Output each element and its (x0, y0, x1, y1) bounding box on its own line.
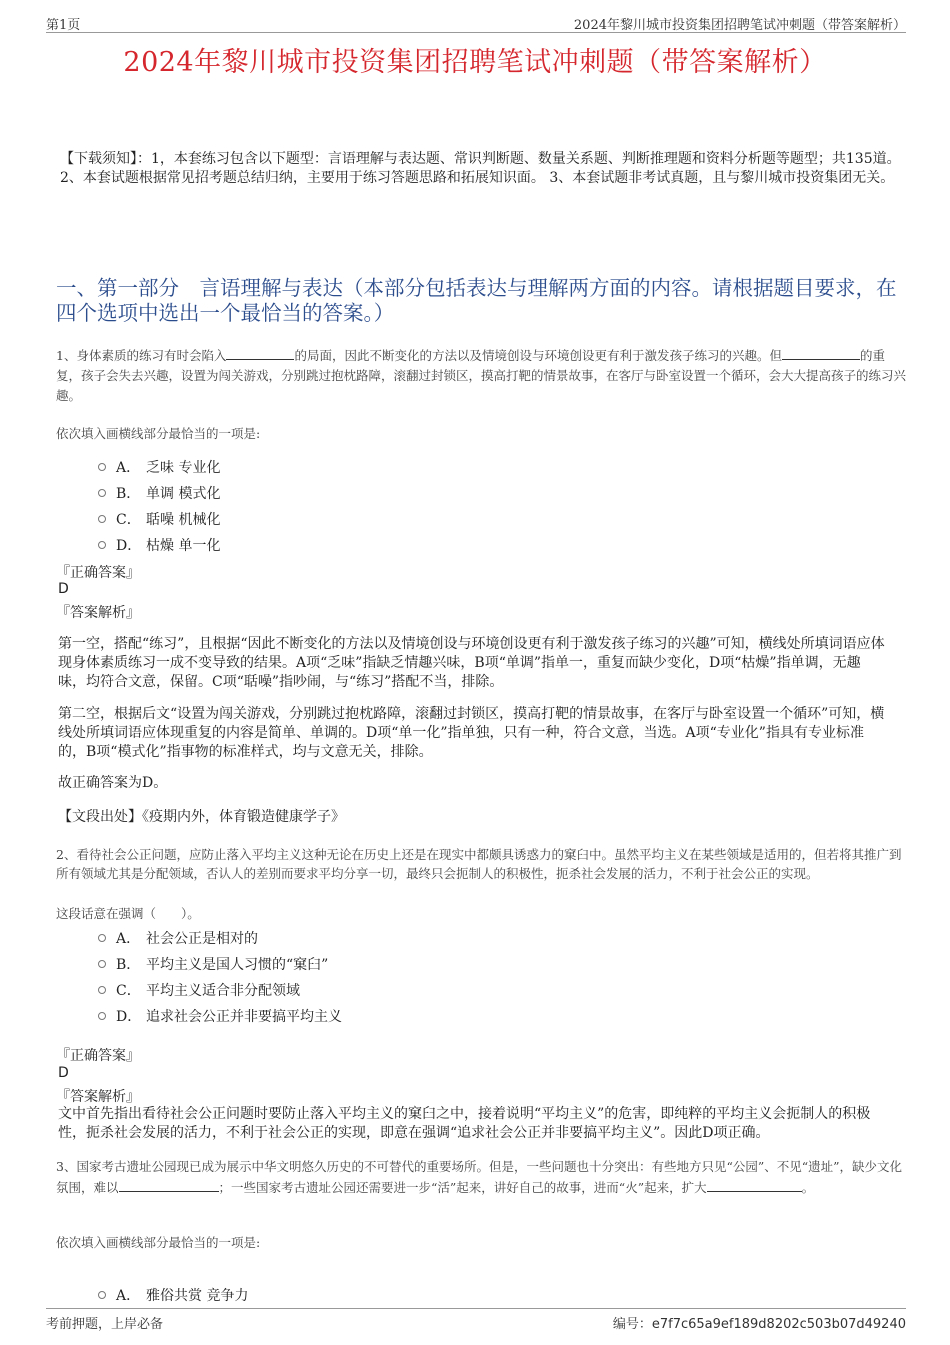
question-2-text: 2、看待社会公正问题，应防止落入平均主义这种无论在历史上还是在现实中都颇具诱惑力的窠臼中。虽然平均主义在某些领域是适用的，但若将其推广到所有领域尤其是分配领域，否认人的差别而要求平均分享一切，最终只会扼制人的积极性，扼杀社会发展的活力，不利于社会公正的实现。 (56, 847, 902, 881)
question-1-analysis-2: 第二空，根据后文“设置为闯关游戏，分别跳过抱枕路障，滚翻过封锁区，摸高打靶的情景故事，在客厅与卧室设置一个循环”可知，横线处所填词语应体现重复的内容是简单、单调的。D项“单一化”指单独，只有一种，符合文意，当选。A项“专业化”指具有专业标准的，B项“模式化”指事物的标准样式，均与文意无关，排除。 (58, 706, 885, 760)
footer-divider (46, 1308, 906, 1309)
fill-blank-1 (226, 345, 294, 360)
radio-icon[interactable] (98, 934, 106, 942)
question-1-text-part-a: 1、身体素质的练习有时会陷入 (56, 348, 227, 363)
radio-icon[interactable] (98, 463, 106, 471)
question-2-prompt: 这段话意在强调（ ）。 (56, 906, 200, 921)
fill-blank-2 (782, 345, 860, 360)
radio-icon[interactable] (98, 541, 106, 549)
page-number: 第1页 (46, 18, 81, 33)
question-1-prompt: 依次填入画横线部分最恰当的一项是: (56, 426, 261, 441)
question-3-option-a[interactable]: A． 雅俗共赏 竞争力 (98, 1285, 248, 1305)
question-2-analysis-label: 『答案解析』 (56, 1089, 140, 1105)
question-1-analysis-3: 故正确答案为D。 (58, 775, 168, 791)
radio-icon[interactable] (98, 515, 106, 523)
section-title: 一、第一部分 言语理解与表达（本部分包括表达与理解两方面的内容。请根据题目要求，在四个选项中选出一个最恰当的答案。） (56, 276, 897, 325)
question-1-option-b[interactable]: B． 单调 模式化 (98, 483, 220, 503)
radio-icon[interactable] (98, 1012, 106, 1020)
question-1-analysis-1: 第一空，搭配“练习”，且根据“因此不断变化的方法以及情境创设与环境创设更有利于激发孩子练习的兴趣”可知，横线处所填词语应体现身体素质练习一成不变导致的结果。A项“乏味”指缺乏情趣兴味，B项“单调”指单一，重复而缺少变化，D项“枯燥”指单调，无趣味，均符合文意，保留。C项“聒噪”指吵闹，与“练习”搭配不当，排除。 (58, 636, 885, 690)
header-doc-title: 2024年黎川城市投资集团招聘笔试冲刺题（带答案解析） (573, 18, 906, 33)
question-2-option-a[interactable]: A． 社会公正是相对的 (98, 928, 258, 948)
download-notice: 【下载须知】：1，本套练习包含以下题型：言语理解与表达题、常识判断题、数量关系题、判断推理题和资料分析题等题型；共135道。 2、本套试题根据常见招考题总结归纳，主要用于练习答题思路和拓展知识面。 3、本套试题非考试真题，且与黎川城市投资集团无关。 (60, 151, 901, 186)
radio-icon[interactable] (98, 986, 106, 994)
question-1-text (56, 345, 906, 406)
radio-icon[interactable] (98, 960, 106, 968)
question-3-text (56, 1157, 906, 1198)
fill-blank-1 (119, 1177, 219, 1192)
question-1-option-a[interactable]: A． 乏味 专业化 (98, 457, 220, 477)
question-2-answer: D (58, 1065, 69, 1081)
fill-blank-2 (707, 1177, 802, 1192)
question-3-prompt: 依次填入画横线部分最恰当的一项是: (56, 1235, 261, 1250)
question-2-answer-label: 『正确答案』 (56, 1048, 140, 1064)
footer-code-value: e7f7c65a9ef189d8202c503b07d49240 (651, 1317, 906, 1332)
question-1-answer: D (58, 581, 69, 597)
question-1-option-c[interactable]: C． 聒噪 机械化 (98, 509, 220, 529)
header-divider (46, 32, 906, 33)
page-title: 2024年黎川城市投资集团招聘笔试冲刺题（带答案解析） (123, 47, 827, 78)
question-1-option-d[interactable]: D． 枯燥 单一化 (98, 535, 220, 555)
question-3-text-part-b: ；一些国家考古遗址公园还需要进一步“活”起来，讲好自己的故事，进而“火”起来，扩大 (218, 1180, 707, 1195)
question-1-text-part-c: 的重复，孩子会失去兴趣，设置为闯关游戏，分别跳过抱枕路障，滚翻过封锁区，摸高打靶的情景故事，在客厅与卧室设置一个循环，会大大提高孩子的练习兴趣。 (56, 348, 907, 403)
footer-code-label: 编号： (612, 1317, 652, 1332)
footer-slogan: 考前押题，上岸必备 (46, 1317, 164, 1332)
question-2-option-b[interactable]: B． 平均主义是国人习惯的“窠臼” (98, 954, 328, 974)
radio-icon[interactable] (98, 1291, 106, 1299)
question-3-text-part-c: 。 (801, 1180, 815, 1195)
question-2-analysis: 文中首先指出看待社会公正问题时要防止落入平均主义的窠臼之中，接着说明“平均主义”的危害，即纯粹的平均主义会扼制人的积极性，扼杀社会发展的活力，不利于社会公正的实现，即意在强调“追求社会公正并非要搞平均主义”。因此D项正确。 (58, 1106, 871, 1141)
question-1-text-part-b: 的局面，因此不断变化的方法以及情境创设与环境创设更有利于激发孩子练习的兴趣。但 (294, 348, 782, 363)
radio-icon[interactable] (98, 489, 106, 497)
question-3-text-part-a: 3、国家考古遗址公园现已成为展示中华文明悠久历史的不可替代的重要场所。但是，一些问题也十分突出：有些地方只见“公园”、不见“遗址”，缺少文化氛围，难以 (56, 1159, 903, 1195)
question-2-option-d[interactable]: D． 追求社会公正并非要搞平均主义 (98, 1006, 342, 1026)
question-1-answer-label: 『正确答案』 (56, 565, 140, 581)
question-2-option-c[interactable]: C． 平均主义适合非分配领域 (98, 980, 300, 1000)
question-1-source: 【文段出处】《疫期内外，体育锻造健康学子》 (58, 809, 345, 825)
footer-code (613, 1313, 906, 1332)
question-1-analysis-label: 『答案解析』 (56, 605, 140, 621)
